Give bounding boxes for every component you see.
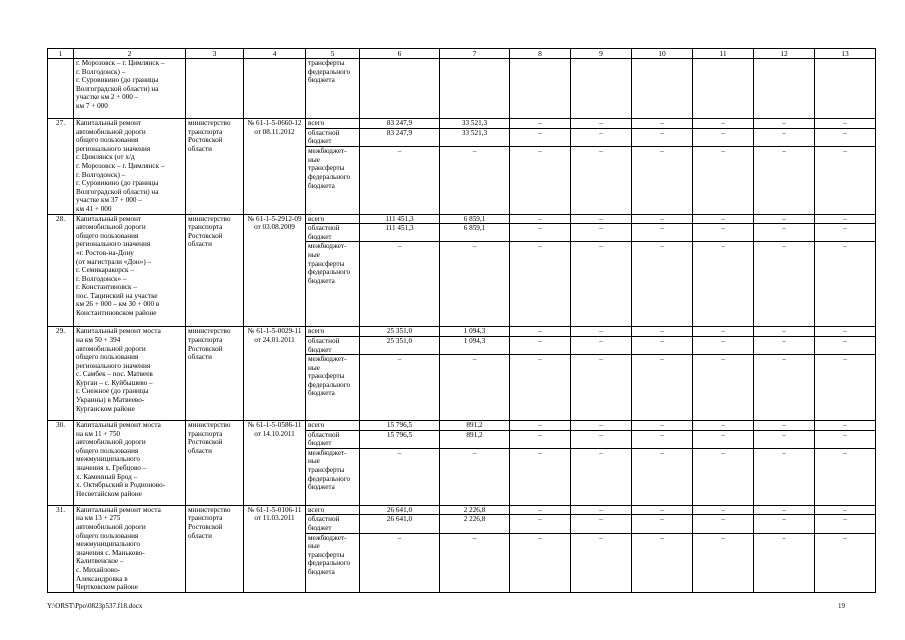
value-cell: –: [815, 430, 876, 448]
funding-source-cell: областной бюджет: [306, 224, 360, 242]
funding-source-cell: трансферты федерального бюджета: [306, 59, 360, 119]
column-number: 2: [74, 49, 186, 59]
object-name-cell: г. Морозовск – г. Цимлянск – г. Волгодонск) – г. Суровикино (до границы Волгоградской области) на участке км 2 + 000 – км 7 + 000: [74, 59, 186, 119]
row-number-cell: 30.: [48, 421, 74, 506]
value-cell: –: [815, 119, 876, 129]
value-cell: –: [693, 327, 754, 337]
document-cell: № 61-1-5-0029-11 от 24.01.2011: [244, 327, 306, 421]
row-number-cell: 29.: [48, 327, 74, 421]
column-number: 7: [440, 49, 510, 59]
continuation-row: [48, 59, 876, 119]
funding-source-cell: межбюджет- ные трансферты федерального бюджета: [306, 242, 360, 327]
value-cell: –: [815, 448, 876, 505]
value-cell: –: [510, 327, 571, 337]
value-cell: 25 351,0: [360, 336, 440, 354]
value-cell: –: [510, 119, 571, 129]
value-cell: 6 859,1: [440, 224, 510, 242]
value-cell: –: [754, 224, 815, 242]
value-cell: –: [754, 515, 815, 533]
value-cell: –: [510, 505, 571, 515]
value-cell: –: [632, 242, 693, 327]
value-cell: 15 796,5: [360, 430, 440, 448]
value-cell: –: [693, 336, 754, 354]
value-cell: –: [693, 421, 754, 431]
value-cell: –: [440, 448, 510, 505]
object-name-cell: Капитальный ремонт моста на км 11 + 750 автомобильной дороги общего пользования межмуниципального значения х. Гребцово – х. Каменный Брод – х. Октябрьский в Родионово- Несветайском районе: [74, 421, 186, 506]
object-name-cell: Капитальный ремонт моста на км 13 + 275 автомобильной дороги общего пользования межмуниципального значения с. Маньково- Калитвенское – с. Михайлово- Александровка в Чертковском районе: [74, 505, 186, 592]
column-number: 8: [510, 49, 571, 59]
value-cell: –: [815, 336, 876, 354]
value-cell: –: [693, 515, 754, 533]
value-cell: –: [815, 224, 876, 242]
value-cell: –: [754, 336, 815, 354]
column-number: 11: [693, 49, 754, 59]
value-cell: [510, 59, 571, 119]
funding-source-cell: межбюджет- ные трансферты федерального бюджета: [306, 448, 360, 505]
table-row: [48, 214, 876, 224]
value-cell: –: [510, 515, 571, 533]
ministry-cell: министерство транспорта Ростовской области: [186, 505, 244, 592]
column-number: 12: [754, 49, 815, 59]
table-row: [48, 505, 876, 515]
value-cell: [632, 59, 693, 119]
value-cell: –: [360, 147, 440, 214]
value-cell: 111 451,3: [360, 214, 440, 224]
value-cell: –: [510, 421, 571, 431]
funding-source-cell: областной бюджет: [306, 128, 360, 147]
value-cell: [754, 59, 815, 119]
column-number: 6: [360, 49, 440, 59]
value-cell: –: [571, 448, 632, 505]
value-cell: –: [632, 128, 693, 147]
file-path: Y:\ORST\Ppo\0823p537.f18.docx: [47, 602, 143, 610]
table-row: [48, 119, 876, 129]
value-cell: 83 247,9: [360, 128, 440, 147]
value-cell: –: [571, 224, 632, 242]
value-cell: –: [571, 533, 632, 592]
value-cell: –: [815, 147, 876, 214]
value-cell: –: [754, 242, 815, 327]
table-body: [48, 49, 876, 593]
funding-source-cell: всего: [306, 505, 360, 515]
document-cell: [244, 59, 306, 119]
value-cell: –: [632, 119, 693, 129]
value-cell: 6 859,1: [440, 214, 510, 224]
value-cell: –: [510, 448, 571, 505]
value-cell: –: [754, 119, 815, 129]
value-cell: –: [754, 327, 815, 337]
value-cell: –: [360, 448, 440, 505]
value-cell: –: [510, 128, 571, 147]
value-cell: –: [815, 515, 876, 533]
row-number-cell: [48, 59, 74, 119]
value-cell: 1 094,3: [440, 327, 510, 337]
value-cell: –: [693, 128, 754, 147]
object-name-cell: Капитальный ремонт моста на км 50 + 394 автомобильной дороги общего пользования регионального значения с. Самбек – пос. Матвеев Курган – с. Куйбышево – г. Снежное (до границы Украины) в Матвеево- Курганском районе: [74, 327, 186, 421]
value-cell: –: [440, 533, 510, 592]
value-cell: –: [440, 242, 510, 327]
value-cell: –: [754, 147, 815, 214]
funding-source-cell: областной бюджет: [306, 336, 360, 354]
value-cell: –: [815, 421, 876, 431]
value-cell: –: [571, 430, 632, 448]
value-cell: –: [571, 214, 632, 224]
value-cell: –: [632, 505, 693, 515]
value-cell: –: [510, 242, 571, 327]
value-cell: –: [693, 119, 754, 129]
funding-source-cell: всего: [306, 214, 360, 224]
value-cell: –: [754, 430, 815, 448]
value-cell: 26 641,0: [360, 515, 440, 533]
value-cell: [693, 59, 754, 119]
funding-source-cell: всего: [306, 327, 360, 337]
ministry-cell: министерство транспорта Ростовской области: [186, 327, 244, 421]
value-cell: –: [693, 147, 754, 214]
value-cell: –: [510, 355, 571, 421]
funding-source-cell: областной бюджет: [306, 430, 360, 448]
value-cell: –: [510, 430, 571, 448]
value-cell: –: [571, 147, 632, 214]
value-cell: –: [571, 242, 632, 327]
value-cell: –: [754, 214, 815, 224]
row-number-cell: 27.: [48, 119, 74, 215]
value-cell: –: [632, 214, 693, 224]
column-number: 9: [571, 49, 632, 59]
column-number: 5: [306, 49, 360, 59]
value-cell: –: [632, 448, 693, 505]
value-cell: –: [571, 355, 632, 421]
value-cell: –: [693, 224, 754, 242]
value-cell: –: [693, 430, 754, 448]
row-number-cell: 28.: [48, 214, 74, 327]
document-cell: № 61-1-5-0660-12 от 08.11.2012: [244, 119, 306, 215]
funding-source-cell: межбюджет- ные трансферты федерального бюджета: [306, 533, 360, 592]
document-cell: № 61-1-5-0586-11 от 14.10.2011: [244, 421, 306, 506]
value-cell: –: [510, 533, 571, 592]
value-cell: [360, 59, 440, 119]
row-number-cell: 31.: [48, 505, 74, 592]
column-number: 3: [186, 49, 244, 59]
value-cell: –: [632, 147, 693, 214]
value-cell: –: [360, 242, 440, 327]
column-number: 13: [815, 49, 876, 59]
value-cell: –: [693, 242, 754, 327]
value-cell: –: [632, 421, 693, 431]
value-cell: –: [571, 119, 632, 129]
funding-source-cell: всего: [306, 421, 360, 431]
value-cell: –: [510, 336, 571, 354]
value-cell: –: [571, 515, 632, 533]
value-cell: –: [693, 505, 754, 515]
value-cell: 83 247,9: [360, 119, 440, 129]
ministry-cell: министерство транспорта Ростовской области: [186, 421, 244, 506]
value-cell: 891,2: [440, 421, 510, 431]
column-number: 10: [632, 49, 693, 59]
value-cell: –: [815, 533, 876, 592]
value-cell: –: [815, 505, 876, 515]
ministry-cell: министерство транспорта Ростовской области: [186, 119, 244, 215]
value-cell: –: [754, 448, 815, 505]
funding-source-cell: межбюджет- ные трансферты федерального бюджета: [306, 147, 360, 214]
value-cell: 15 796,5: [360, 421, 440, 431]
value-cell: –: [510, 214, 571, 224]
value-cell: –: [754, 128, 815, 147]
value-cell: –: [571, 421, 632, 431]
value-cell: –: [571, 505, 632, 515]
value-cell: 2 226,8: [440, 505, 510, 515]
document-cell: № 61-1-5-2912-09 от 03.08.2009: [244, 214, 306, 327]
value-cell: 25 351,0: [360, 327, 440, 337]
value-cell: –: [754, 421, 815, 431]
funding-source-cell: всего: [306, 119, 360, 129]
value-cell: –: [815, 327, 876, 337]
column-number-row: [48, 49, 876, 59]
funding-source-cell: областной бюджет: [306, 515, 360, 533]
value-cell: –: [510, 224, 571, 242]
table-row: [48, 421, 876, 431]
value-cell: –: [440, 147, 510, 214]
value-cell: 2 226,8: [440, 515, 510, 533]
table-row: [48, 327, 876, 337]
value-cell: –: [632, 336, 693, 354]
value-cell: [571, 59, 632, 119]
value-cell: 1 094,3: [440, 336, 510, 354]
object-name-cell: Капитальный ремонт автомобильной дороги общего пользования регионального значения г. Цимлянск (от х/д г. Морозовск – г. Цимлянск – г. Волгодонск) – г. Суровикино (до границы Волгоградской области) на участке км 37 + 000 – км 41 + 000: [74, 119, 186, 215]
value-cell: –: [693, 355, 754, 421]
value-cell: 891,2: [440, 430, 510, 448]
value-cell: –: [815, 242, 876, 327]
value-cell: –: [693, 448, 754, 505]
value-cell: [815, 59, 876, 119]
value-cell: –: [632, 515, 693, 533]
value-cell: –: [693, 214, 754, 224]
value-cell: –: [754, 355, 815, 421]
ministry-cell: [186, 59, 244, 119]
value-cell: –: [754, 533, 815, 592]
value-cell: –: [360, 355, 440, 421]
value-cell: 33 521,3: [440, 119, 510, 129]
funding-source-cell: межбюджет- ные трансферты федерального бюджета: [306, 355, 360, 421]
value-cell: –: [571, 327, 632, 337]
value-cell: 33 521,3: [440, 128, 510, 147]
value-cell: –: [815, 355, 876, 421]
value-cell: –: [571, 128, 632, 147]
value-cell: –: [693, 533, 754, 592]
program-table: [47, 48, 876, 593]
value-cell: –: [632, 533, 693, 592]
ministry-cell: министерство транспорта Ростовской области: [186, 214, 244, 327]
value-cell: –: [510, 147, 571, 214]
value-cell: 111 451,3: [360, 224, 440, 242]
value-cell: –: [571, 336, 632, 354]
value-cell: 26 641,0: [360, 505, 440, 515]
value-cell: –: [815, 214, 876, 224]
value-cell: –: [815, 128, 876, 147]
column-number: 1: [48, 49, 74, 59]
column-number: 4: [244, 49, 306, 59]
value-cell: –: [632, 430, 693, 448]
page-number: 19: [838, 602, 845, 610]
document-cell: № 61-1-5-0106-11 от 11.03.2011: [244, 505, 306, 592]
value-cell: [440, 59, 510, 119]
value-cell: –: [632, 224, 693, 242]
value-cell: –: [632, 355, 693, 421]
object-name-cell: Капитальный ремонт автомобильной дороги общего пользования регионального значения «г. Ростов-на-Дону (от магистрали «Дон») – г. Семикаракорск – г. Волгодонск» – г. Константиновск – пос. Тацинский на участке км 26 + 000 – км 30 + 000 в Константиновском районе: [74, 214, 186, 327]
value-cell: –: [360, 533, 440, 592]
value-cell: –: [632, 327, 693, 337]
value-cell: –: [440, 355, 510, 421]
value-cell: –: [754, 505, 815, 515]
